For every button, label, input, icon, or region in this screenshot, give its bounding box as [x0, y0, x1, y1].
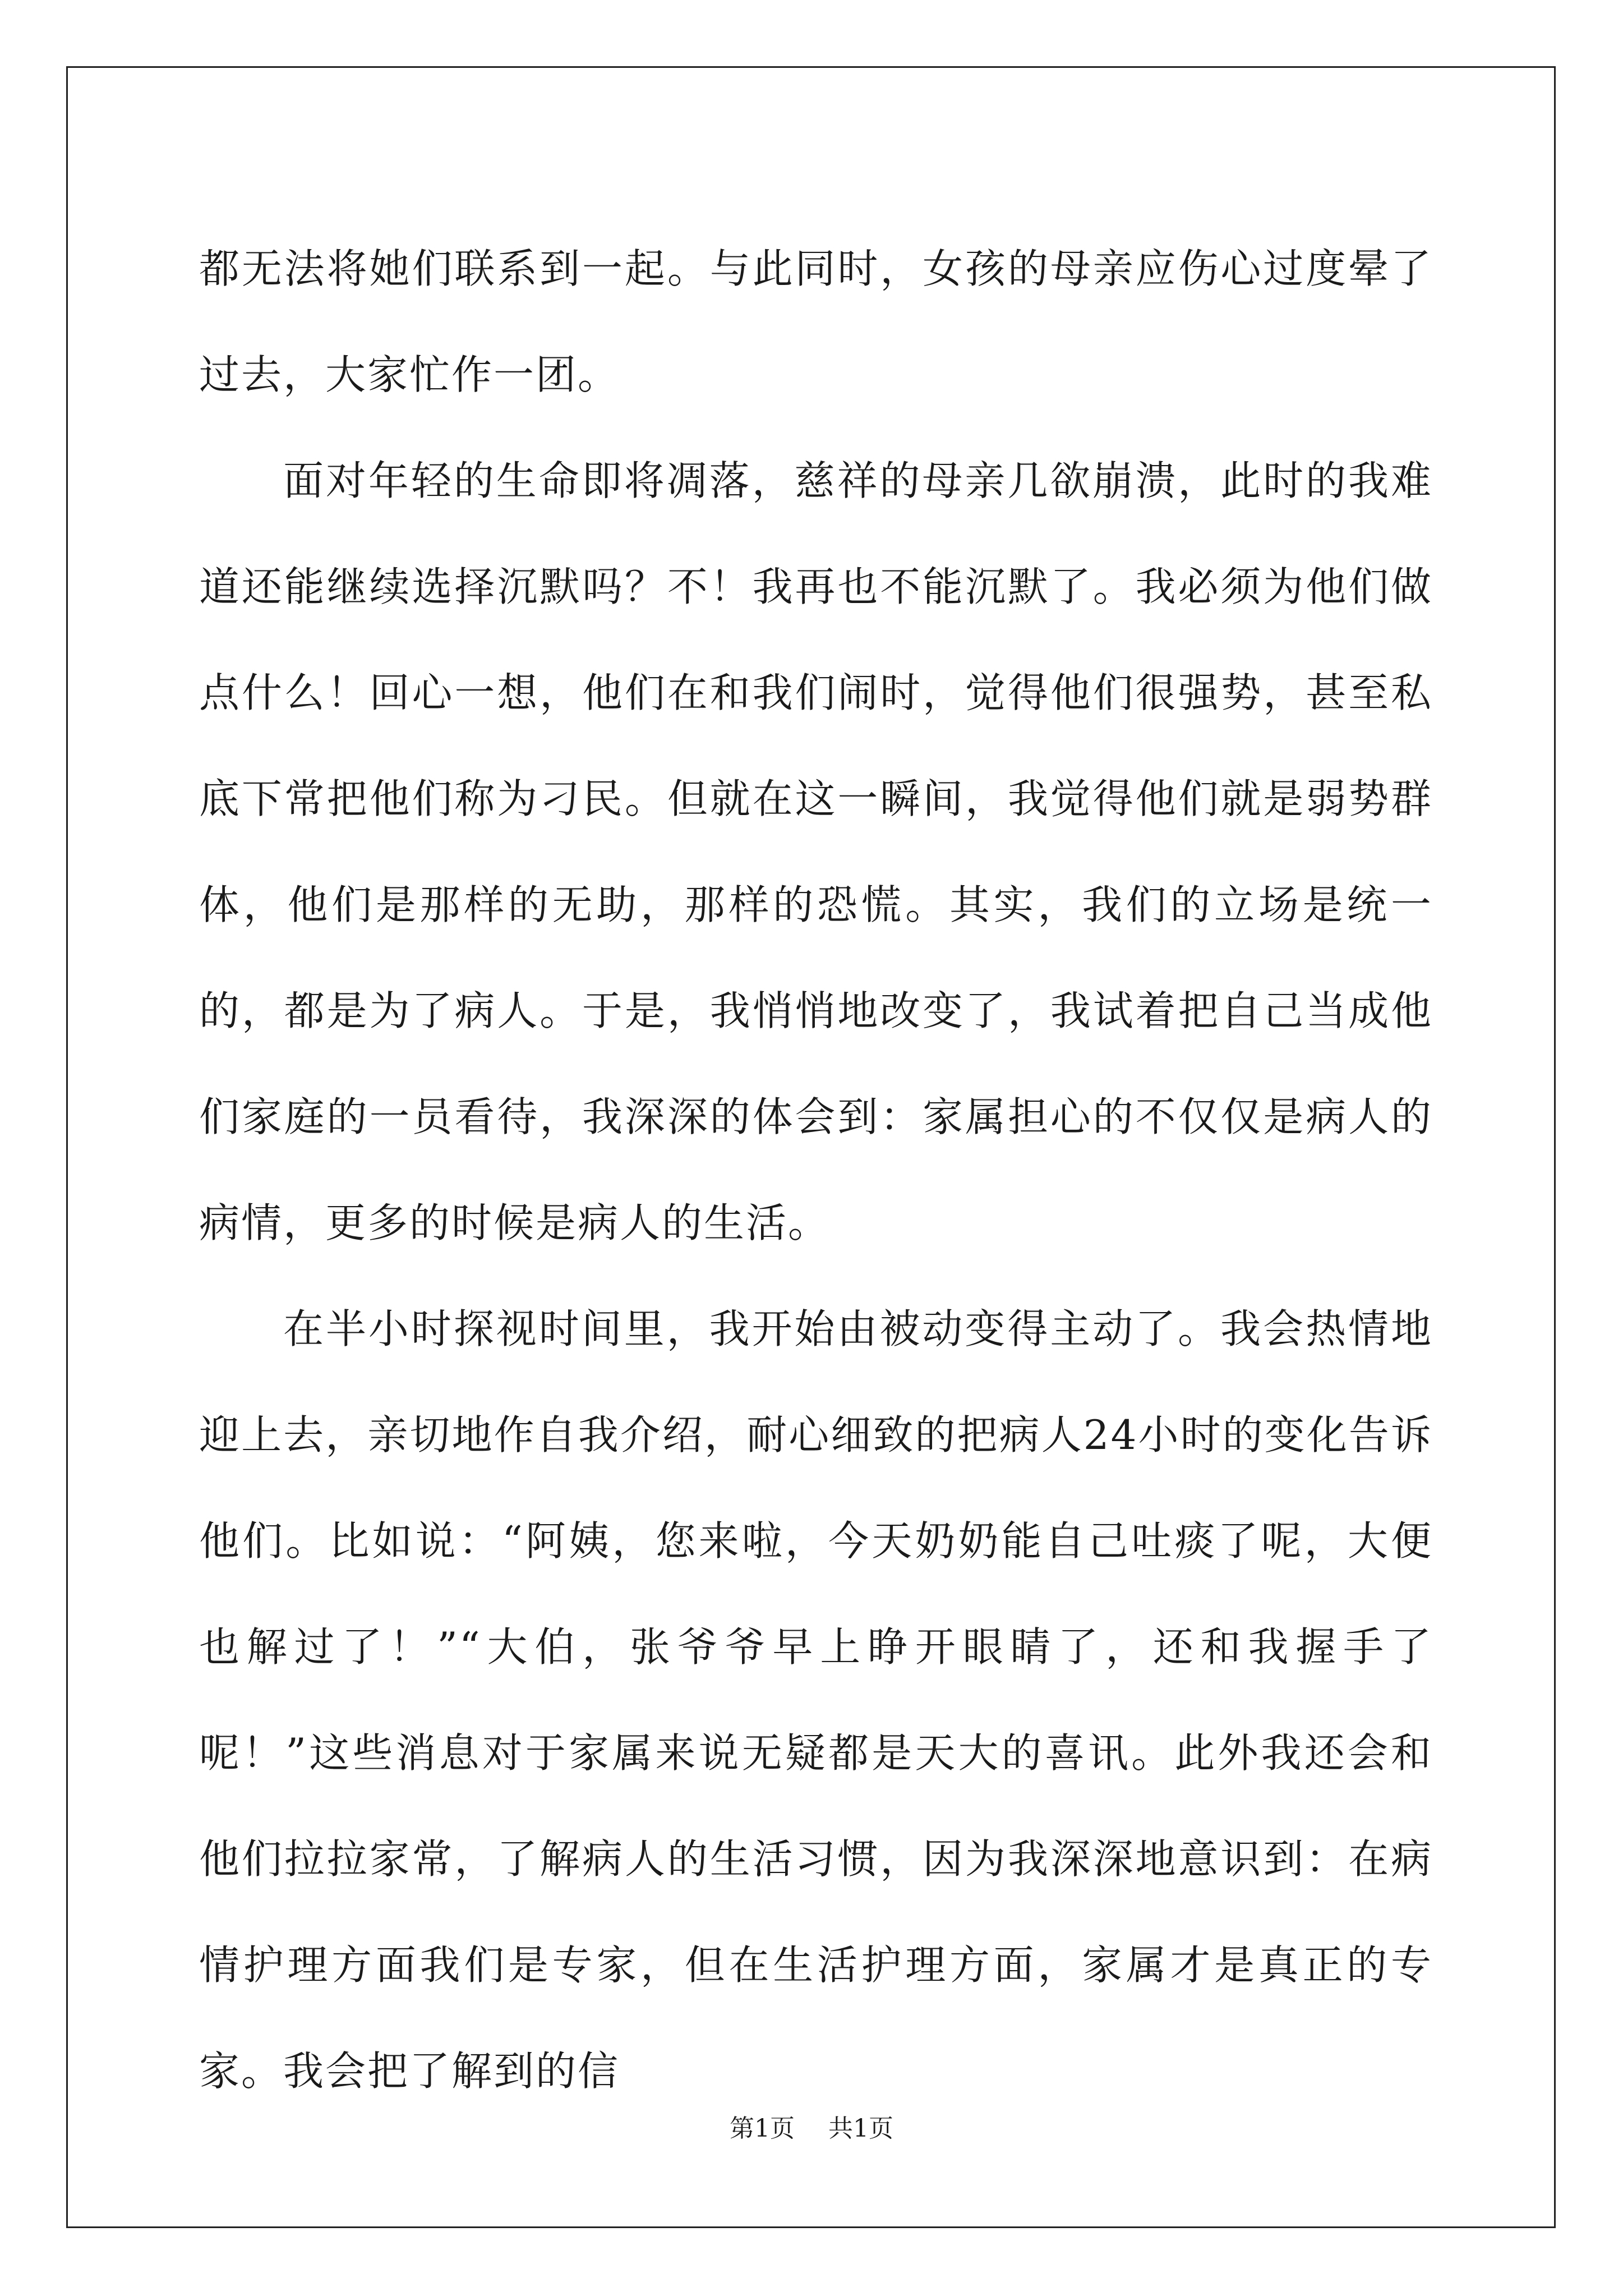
- paragraph-2: 面对年轻的生命即将凋落，慈祥的母亲几欲崩溃，此时的我难道还能继续选择沉默吗？不！我再也不能沉默了。我必须为他们做点什么！回心一想，他们在和我们闹时，觉得他们很强势，甚至私底下常把他们称为刁民。但就在这一瞬间，我觉得他们就是弱势群体，他们是那样的无助，那样的恐慌。其实，我们的立场是统一的，都是为了病人。于是，我悄悄地改变了，我试着把自己当成他们家庭的一员看待，我深深的体会到：家属担心的不仅仅是病人的病情，更多的时候是病人的生活。: [199, 457, 1433, 1246]
- paragraph-1: 都无法将她们联系到一起。与此同时，女孩的母亲应伤心过度晕了过去，大家忙作一团。: [199, 245, 1433, 398]
- page-footer: [0, 2112, 1623, 2146]
- paragraph-3: 在半小时探视时间里，我开始由被动变得主动了。我会热情地迎上去，亲切地作自我介绍，耐心细致的把病人24小时的变化告诉他们。比如说：“阿姨，您来啦，今天奶奶能自己吐痰了呢，大便也解过了！”“大伯，张爷爷早上睁开眼睛了，还和我握手了呢！”这些消息对于家属来说无疑都是天大的喜讯。此外我还会和他们拉拉家常，了解病人的生活习惯，因为我深深地意识到：在病情护理方面我们是专家，但在生活护理方面，家属才是真正的专家。我会把了解到的信: [199, 1305, 1433, 2095]
- document-body: [199, 216, 1433, 2124]
- page-number: 第1页: [730, 2114, 795, 2143]
- page-total: 共1页: [828, 2114, 893, 2143]
